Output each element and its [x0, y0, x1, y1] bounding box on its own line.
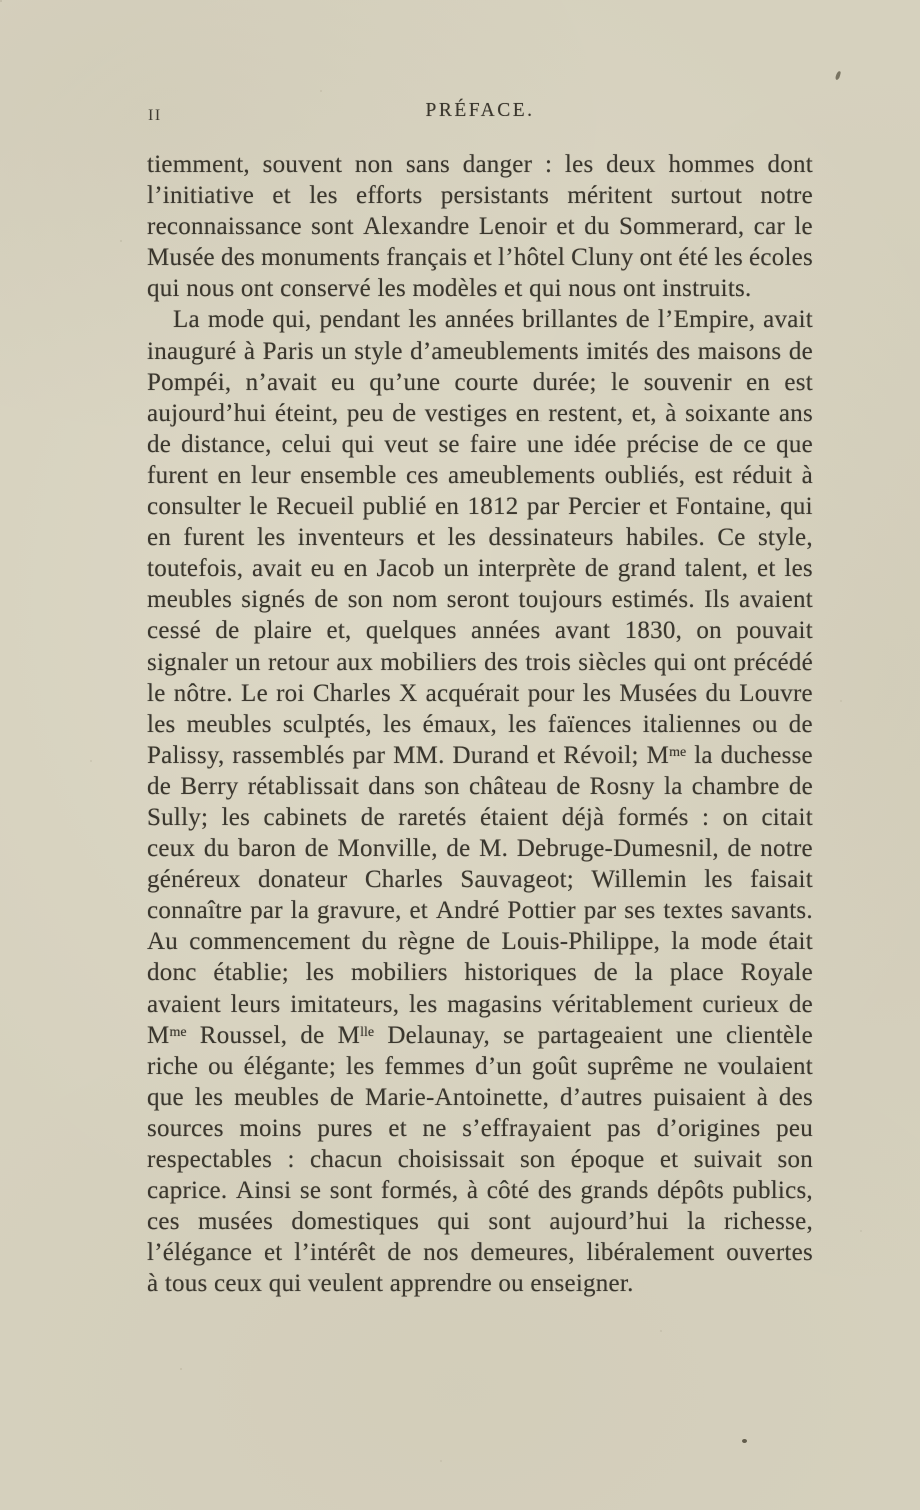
text-line: respectables : chacun choisissait son époque et suivait son — [147, 1146, 813, 1173]
text-line: furent en leur ensemble ces ameublements oubliés, est réduit à — [147, 461, 813, 489]
text-line: de Berry rétablissait dans son château de Rosny la chambre de — [147, 772, 813, 800]
text-line: avaient leurs imitateurs, les magasins véritablement curieux de — [147, 990, 813, 1018]
text-line: Musée des monuments français et l’hôtel Cluny ont été les écoles — [147, 244, 813, 272]
text-line: Palissy, rassemblés par MM. Durand et Révoil; $M^{me}$ la duchesse — [147, 741, 813, 769]
text-line: tiemment, souvent non sans danger : les deux hommes dont — [147, 151, 813, 178]
text-line: riche ou élégante; les femmes d’un goût suprême ne voulaient — [147, 1052, 813, 1080]
page-number: II — [148, 107, 162, 124]
text-line: les meubles sculptés, les émaux, les faïences italiennes ou de — [147, 710, 813, 738]
text-line: Pompéi, n’avait eu qu’une courte durée; le souvenir en est — [147, 368, 813, 396]
text-line: l’élégance et l’intérêt de nos demeures, libéralement ouvertes — [147, 1239, 813, 1267]
paper-texture-specks — [0, 0, 2, 2]
text-line: caprice. Ainsi se sont formés, à côté des grands dépôts publics, — [147, 1177, 813, 1205]
page-text — [147, 149, 813, 1299]
text-line: sources moins pures et ne s’effrayaient pas d’origines peu — [147, 1114, 813, 1142]
text-line: le nôtre. Le roi Charles X acquérait pour les Musées du Louvre — [147, 679, 813, 707]
text-line: l’initiative et les efforts persistants méritent surtout notre — [147, 182, 813, 210]
text-line: à tous ceux qui veulent apprendre ou enseigner. — [147, 1270, 634, 1298]
text-line: La mode qui, pendant les années brillantes de l’Empire, avait — [173, 306, 813, 334]
text-line: de distance, celui qui veut se faire une idée précise de ce que — [147, 430, 813, 458]
text-line: meubles signés de son nom seront toujours estimés. Ils avaient — [147, 586, 813, 614]
text-line: donc établie; les mobiliers historiques de la place Royale — [147, 959, 813, 987]
text-line: inauguré à Paris un style d’ameublements imités des maisons de — [147, 337, 813, 365]
text-line: aujourd’hui éteint, peu de vestiges en restent, et, à soixante ans — [147, 399, 813, 427]
running-head: PRÉFACE. — [425, 100, 535, 121]
ink-speck-bottom — [742, 1439, 747, 1443]
page-header — [147, 100, 813, 128]
text-line: consulter le Recueil publié en 1812 par Percier et Fontaine, qui — [147, 493, 813, 521]
text-line: que les meubles de Marie-Antoinette, d’autres puisaient à des — [147, 1083, 813, 1111]
text-line: reconnaissance sont Alexandre Lenoir et du Sommerard, car le — [147, 213, 813, 241]
text-line: généreux donateur Charles Sauvageot; Willemin les faisait — [147, 866, 813, 894]
text-line: $M^{me}$ Roussel, de $M^{lle}$ Delaunay, se partageaient une clientèle — [147, 1021, 813, 1049]
text-line: ces musées domestiques qui sont aujourd’hui la richesse, — [147, 1208, 813, 1236]
ink-mark-top-right — [835, 71, 841, 81]
text-line: Sully; les cabinets de raretés étaient déjà formés : on citait — [147, 803, 813, 831]
text-line: en furent les inventeurs et les dessinateurs habiles. Ce style, — [147, 524, 813, 552]
text-line: toutefois, avait eu en Jacob un interprète de grand talent, et les — [147, 555, 813, 583]
text-line: cessé de plaire et, quelques années avant 1830, on pouvait — [147, 617, 813, 645]
text-line: signaler un retour aux mobiliers des trois siècles qui ont précédé — [147, 648, 813, 676]
text-line: Au commencement du règne de Louis-Philippe, la mode était — [147, 928, 813, 956]
text-line: ceux du baron de Monville, de M. Debruge-Dumesnil, de notre — [147, 835, 813, 863]
text-line: qui nous ont conservé les modèles et qui nous ont instruits. — [147, 275, 752, 303]
text-line: connaître par la gravure, et André Pottier par ses textes savants. — [147, 897, 813, 925]
